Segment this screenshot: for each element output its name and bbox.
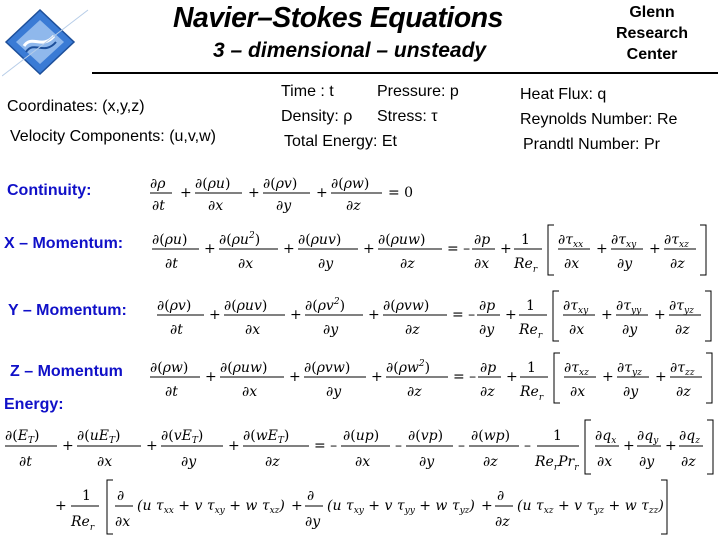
svg-text:∂τxy: $\partial\tau_{xy}$ <box>563 298 589 316</box>
svg-text:∂(ρv2): $\partial(\rho v^2)$ <box>305 297 346 314</box>
svg-text:∂x: ∂x <box>208 198 224 214</box>
page-subtitle: 3 – dimensional – unsteady <box>213 39 487 62</box>
svg-text:+: + <box>228 438 240 454</box>
svg-text:∂y: ∂y <box>622 322 638 338</box>
x-momentum-equation <box>152 222 712 278</box>
svg-text:Rer: $Re_r$ <box>514 256 538 275</box>
svg-text:∂z: ∂z <box>495 514 510 530</box>
svg-text:∂z: ∂z <box>265 454 280 470</box>
svg-text:∂τxz: $\partial\tau_{xz}$ <box>664 232 689 250</box>
svg-text:+: + <box>290 307 302 323</box>
svg-text:∂(vp): ∂(vp) <box>408 428 444 444</box>
svg-text:∂y: ∂y <box>419 454 435 470</box>
svg-text:∂p: ∂p <box>479 298 496 314</box>
svg-text:∂y: ∂y <box>181 454 197 470</box>
svg-text:∂(ρuv): ∂(ρuv) <box>298 232 342 248</box>
svg-text:+: + <box>204 241 216 257</box>
svg-text:∂(ρuv): ∂(ρuv) <box>224 298 268 314</box>
svg-text:∂t: ∂t <box>170 322 183 338</box>
svg-text:+: + <box>500 241 512 257</box>
svg-text:= 0: = 0 <box>388 185 414 201</box>
svg-text:∂(uET): $\partial(uE_T)$ <box>77 428 121 446</box>
svg-text:∂y: ∂y <box>318 256 334 272</box>
x-momentum-label: X – Momentum: <box>4 235 124 252</box>
svg-text:∂y: ∂y <box>479 322 495 338</box>
y-momentum-equation <box>157 288 717 344</box>
y-momentum-label: Y – Momentum: <box>8 302 127 319</box>
svg-text:∂z: ∂z <box>346 198 361 214</box>
svg-text:∂t: ∂t <box>19 454 32 470</box>
svg-text:∂(ρv): ∂(ρv) <box>263 176 298 192</box>
svg-text:+: + <box>146 438 158 454</box>
org-line-3: Center <box>626 46 678 63</box>
heat-flux-text: Heat Flux: q <box>520 86 607 103</box>
svg-text:∂x: ∂x <box>564 256 580 272</box>
svg-text:∂z: ∂z <box>483 454 498 470</box>
svg-text:∂p: ∂p <box>474 232 491 248</box>
svg-text:= –: = – <box>453 369 477 385</box>
svg-text:∂(ρw): ∂(ρw) <box>331 176 370 192</box>
svg-text:∂(up): ∂(up) <box>343 428 380 444</box>
time-text: Time : t <box>281 83 334 100</box>
svg-text:∂x: ∂x <box>97 454 113 470</box>
svg-text:∂(ρw2): $\partial(\rho w^2)$ <box>386 359 431 376</box>
svg-text:+: + <box>363 241 375 257</box>
svg-text:Rer: $Re_r$ <box>520 384 544 403</box>
svg-text:∂x: ∂x <box>597 454 613 470</box>
svg-text:= –: = – <box>314 438 338 454</box>
svg-text:∂τyz: $\partial\tau_{yz}$ <box>617 360 642 378</box>
svg-text:+: + <box>289 369 301 385</box>
density-text: Density: ρ <box>281 108 353 125</box>
svg-text:∂x: ∂x <box>569 322 585 338</box>
svg-text:∂qz: $\partial q_z$ <box>679 428 700 446</box>
svg-text:∂t: ∂t <box>165 384 178 400</box>
svg-text:∂τxy: $\partial\tau_{xy}$ <box>611 232 637 250</box>
svg-text:+: + <box>596 241 608 257</box>
svg-text:∂: ∂ <box>307 488 315 504</box>
svg-text:∂(ρuw): ∂(ρuw) <box>220 360 268 376</box>
svg-text:+: + <box>291 498 303 514</box>
svg-text:∂y: ∂y <box>617 256 633 272</box>
svg-text:(u τxz + v τyz + w τzz): (u $\tau_{xz} + v$ $\tau_{yz} + w$ $\tau_{zz}$) <box>517 498 664 516</box>
svg-text:Rer: $Re_r$ <box>71 514 95 533</box>
z-momentum-equation <box>150 350 720 406</box>
svg-text:∂(wET): $\partial(wE_T)$ <box>243 428 290 446</box>
svg-text:+: + <box>481 498 493 514</box>
svg-text:∂y: ∂y <box>276 198 292 214</box>
org-name <box>604 2 700 65</box>
velocity-text: Velocity Components: (u,v,w) <box>10 128 217 145</box>
svg-text:∂x: ∂x <box>474 256 490 272</box>
svg-text:∂(ρu): ∂(ρu) <box>152 232 188 248</box>
svg-text:+: + <box>505 307 517 323</box>
svg-text:+: + <box>248 185 260 201</box>
continuity-label: Continuity: <box>7 182 92 199</box>
svg-text:∂y: ∂y <box>623 384 639 400</box>
svg-text:∂x: ∂x <box>355 454 371 470</box>
svg-text:∂: ∂ <box>497 488 505 504</box>
svg-text:∂(ρvw): ∂(ρvw) <box>383 298 430 314</box>
svg-text:∂p: ∂p <box>480 360 497 376</box>
svg-text:+: + <box>602 369 614 385</box>
z-momentum-label: Z – Momentum <box>10 363 123 380</box>
svg-text:+: + <box>655 369 667 385</box>
svg-text:∂z: ∂z <box>405 322 420 338</box>
svg-text:+: + <box>623 438 635 454</box>
svg-text:1: 1 <box>82 488 91 504</box>
svg-text:∂qx: $\partial q_x$ <box>595 428 617 446</box>
svg-text:∂z: ∂z <box>675 322 690 338</box>
svg-text:∂τzz: $\partial\tau_{zz}$ <box>670 360 695 378</box>
svg-text:+: + <box>180 185 192 201</box>
energy-label: Energy: <box>4 396 64 413</box>
svg-text:(u τxy + v τyy + w τyz): (u $\tau_{xy} + v$ $\tau_{yy} + w$ $\tau_{yz}$) <box>327 498 475 516</box>
svg-text:∂(ρvw): ∂(ρvw) <box>304 360 351 376</box>
svg-text:∂z: ∂z <box>681 454 696 470</box>
svg-text:–: – <box>458 438 465 454</box>
svg-text:∂z: ∂z <box>407 384 422 400</box>
svg-text:+: + <box>654 307 666 323</box>
svg-text:∂x: ∂x <box>570 384 586 400</box>
reynolds-text: Reynolds Number: Re <box>520 111 678 128</box>
svg-text:+: + <box>209 307 221 323</box>
svg-text:∂z: ∂z <box>400 256 415 272</box>
svg-text:1: 1 <box>526 298 535 314</box>
svg-text:+: + <box>283 241 295 257</box>
continuity-equation <box>150 172 420 216</box>
svg-text:∂(wp): ∂(wp) <box>471 428 511 444</box>
prandtl-text: Prandtl Number: Pr <box>523 136 660 153</box>
svg-text:∂(ET): $\partial(E_T)$ <box>5 428 40 446</box>
org-line-1: Glenn <box>629 4 675 21</box>
svg-text:∂ρ: ∂ρ <box>150 176 166 192</box>
svg-text:∂z: ∂z <box>480 384 495 400</box>
svg-text:∂z: ∂z <box>670 256 685 272</box>
svg-text:+: + <box>55 498 67 514</box>
svg-text:= –: = – <box>452 307 476 323</box>
svg-text:∂τyy: $\partial\tau_{yy}$ <box>616 298 642 316</box>
svg-text:+: + <box>506 369 518 385</box>
svg-text:∂(ρu2): $\partial(\rho u^2)$ <box>219 231 261 248</box>
page-title: Navier–Stokes Equations <box>173 2 503 34</box>
svg-text:+: + <box>205 369 217 385</box>
svg-text:1: 1 <box>521 232 530 248</box>
header-divider <box>92 72 718 74</box>
total-energy-text: Total Energy: Et <box>284 133 397 150</box>
svg-text:∂x: ∂x <box>242 384 258 400</box>
pressure-text: Pressure: p <box>377 83 459 100</box>
svg-text:∂(ρv): ∂(ρv) <box>157 298 192 314</box>
nasa-logo-icon <box>2 6 90 78</box>
svg-text:∂y: ∂y <box>639 454 655 470</box>
coordinates-text: Coordinates: (x,y,z) <box>7 98 145 115</box>
svg-text:+: + <box>665 438 677 454</box>
svg-text:∂t: ∂t <box>165 256 178 272</box>
svg-text:∂τxx: $\partial\tau_{xx}$ <box>558 232 584 250</box>
svg-text:∂y: ∂y <box>326 384 342 400</box>
svg-text:Rer: $Re_r$ <box>519 322 543 341</box>
svg-text:∂(vET): $\partial(vE_T)$ <box>161 428 204 446</box>
svg-text:+: + <box>316 185 328 201</box>
svg-text:+: + <box>371 369 383 385</box>
svg-text:∂x: ∂x <box>245 322 261 338</box>
svg-text:+: + <box>601 307 613 323</box>
energy-equation-line-1 <box>5 418 717 476</box>
svg-text:1: 1 <box>553 428 562 444</box>
svg-text:∂τyz: $\partial\tau_{yz}$ <box>669 298 694 316</box>
svg-text:+: + <box>368 307 380 323</box>
svg-text:∂t: ∂t <box>152 198 165 214</box>
svg-text:∂τxz: $\partial\tau_{xz}$ <box>564 360 589 378</box>
svg-text:∂(ρw): ∂(ρw) <box>150 360 189 376</box>
svg-text:∂y: ∂y <box>305 514 321 530</box>
svg-text:(u τxx + v τxy + w τxz): (u $\tau_{xx} + v$ $\tau_{xy} + w$ $\tau_{xz}$) <box>137 498 285 516</box>
svg-text:–: – <box>395 438 402 454</box>
svg-text:∂(ρu): ∂(ρu) <box>195 176 231 192</box>
svg-text:∂(ρuw): ∂(ρuw) <box>378 232 426 248</box>
org-line-2: Research <box>615 25 689 42</box>
svg-text:∂qy: $\partial q_y$ <box>637 428 659 446</box>
svg-text:+: + <box>62 438 74 454</box>
svg-text:1: 1 <box>527 360 536 376</box>
energy-equation-line-2 <box>55 478 675 536</box>
svg-text:= –: = – <box>447 241 471 257</box>
svg-text:∂x: ∂x <box>238 256 254 272</box>
svg-text:∂x: ∂x <box>115 514 131 530</box>
svg-text:+: + <box>649 241 661 257</box>
svg-text:∂: ∂ <box>117 488 125 504</box>
svg-text:∂z: ∂z <box>676 384 691 400</box>
svg-text:RerPrr: $Re_rPr_r$ <box>535 454 579 473</box>
svg-text:–: – <box>524 438 531 454</box>
stress-text: Stress: τ <box>377 108 438 125</box>
svg-text:∂y: ∂y <box>323 322 339 338</box>
